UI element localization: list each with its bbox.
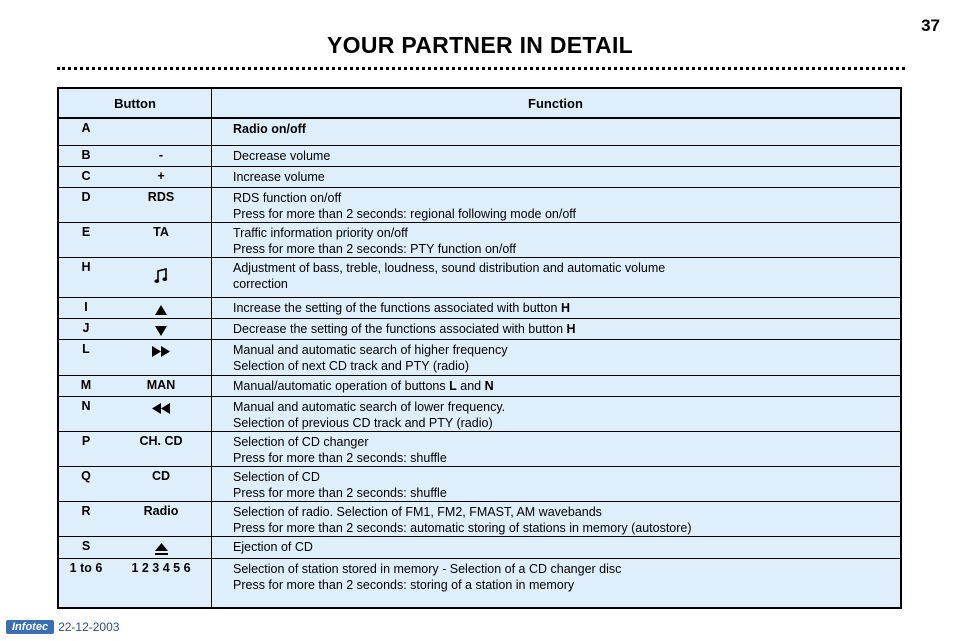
function-line-2: Press for more than 2 seconds: automatic storing of stations in memory (autostore) [233,521,692,535]
button-function-table [57,87,902,609]
row-function [233,169,892,185]
table-row [59,536,900,559]
row-button: Radio [143,504,179,518]
row-key: H [81,260,91,274]
function-line-1 [233,400,505,414]
function-line-2: Press for more than 2 seconds: storing of a station in memory [233,578,575,592]
row-key: M [80,378,92,392]
triangle-up-icon [155,302,167,316]
function-text: Decrease the setting of the functions associated with button [233,322,564,336]
function-text: and [460,379,482,393]
function-line-1 [233,562,621,576]
row-key: R [81,504,91,518]
function-line-1 [233,540,313,554]
row-function [233,342,892,374]
row-button [111,260,211,284]
button-reference: H [566,322,576,336]
page-title: YOUR PARTNER IN DETAIL [326,32,634,58]
function-text: Traffic information priority on/off [233,226,408,240]
header-function: Function [528,96,583,111]
row-button [111,539,211,555]
row-key: J [82,321,90,335]
row-key: S [81,539,91,553]
function-text: Selection of radio. Selection of FM1, FM2, FMAST, AM wavebands [233,505,602,519]
function-line-1 [233,435,369,449]
row-function [233,378,892,394]
function-text: Selection of CD changer [233,435,369,449]
function-text: Ejection of CD [233,540,313,554]
table-row [59,375,900,397]
row-key: D [81,190,91,204]
button-reference: N [484,379,494,393]
function-line-2: Press for more than 2 seconds: shuffle [233,486,447,500]
function-text: RDS function on/off [233,191,342,205]
row-function [233,399,892,431]
function-text: Selection of CD [233,470,320,484]
function-text: Manual/automatic operation of buttons [233,379,446,393]
function-line-1 [233,343,507,357]
function-line-2: Selection of previous CD track and PTY (radio) [233,416,493,430]
table-row [59,297,900,319]
fast-forward-icon [152,344,170,358]
function-line-1 [233,226,408,240]
table-row [59,339,900,376]
row-button: TA [153,225,169,239]
table-row [59,145,900,167]
table-row [59,558,900,607]
button-reference: H [561,301,571,315]
function-text: Selection of station stored in memory - Selection of a CD changer disc [233,562,622,576]
row-function [233,148,892,164]
row-function [233,469,892,501]
row-key: 1 to 6 [69,561,103,575]
function-text: Radio on/off [233,122,306,136]
footer-date: 22-12-2003 [58,620,120,634]
row-key: Q [81,469,91,483]
row-button: - [158,148,164,162]
footer [6,620,119,634]
function-line-1 [233,379,494,393]
row-function [233,190,892,222]
row-key: B [81,148,91,162]
row-function [233,121,892,137]
function-text: Decrease volume [233,149,331,163]
table-row [59,166,900,188]
function-text: Increase the setting of the functions associated with button [233,301,558,315]
row-function [233,434,892,466]
infotec-logo: Infotec [6,620,54,634]
table-header [59,89,900,119]
function-line-2: Press for more than 2 seconds: shuffle [233,451,447,465]
eject-icon [155,541,168,555]
function-line-1 [233,301,570,315]
table-row [59,222,900,258]
row-key: N [81,399,91,413]
music-note-icon [154,268,168,284]
row-button: + [157,169,165,183]
page-number: 37 [921,16,940,35]
function-line-1 [233,149,330,163]
function-line-1 [233,470,320,484]
row-key: C [81,169,91,183]
row-button: CD [151,469,171,483]
row-function [233,561,892,593]
row-button: CH. CD [139,434,183,448]
table-row [59,118,900,146]
function-text: Increase volume [233,170,325,184]
table-row [59,501,900,537]
row-function [233,504,892,536]
function-text: Manual and automatic search of higher frequency [233,343,508,357]
function-line-1 [233,170,325,184]
button-reference: L [449,379,457,393]
row-function [233,321,892,337]
table-row [59,187,900,223]
table-row [59,431,900,467]
function-line-2: Press for more than 2 seconds: regional following mode on/off [233,207,577,221]
function-line-1 [233,322,576,336]
row-button [111,399,211,415]
row-button: RDS [147,190,175,204]
row-button [111,342,211,358]
row-button: MAN [146,378,176,392]
row-function [233,225,892,257]
row-key: A [81,121,91,135]
function-line-1 [233,122,306,136]
row-key: I [84,300,88,314]
header-button: Button [114,96,156,111]
row-key: L [82,342,90,356]
row-function [233,300,892,316]
function-line-2: correction [233,277,288,291]
row-button: 1 2 3 4 5 6 [131,561,191,575]
function-line-1 [233,505,602,519]
function-line-1 [233,261,665,275]
row-button [111,300,211,316]
table-row [59,396,900,432]
table-row [59,466,900,502]
row-button [111,321,211,337]
function-line-2: Press for more than 2 seconds: PTY function on/off [233,242,517,256]
row-function [233,539,892,555]
dotted-divider [57,67,905,70]
triangle-down-icon [155,323,167,337]
function-text: Adjustment of bass, treble, loudness, sound distribution and automatic volume [233,261,666,275]
table-row [59,257,900,298]
function-text: Manual and automatic search of lower frequency. [233,400,506,414]
function-line-1 [233,191,341,205]
row-function [233,260,892,292]
function-line-2: Selection of next CD track and PTY (radio) [233,359,469,373]
table-row [59,318,900,340]
row-key: P [81,434,91,448]
row-key: E [81,225,91,239]
rewind-icon [152,401,170,415]
